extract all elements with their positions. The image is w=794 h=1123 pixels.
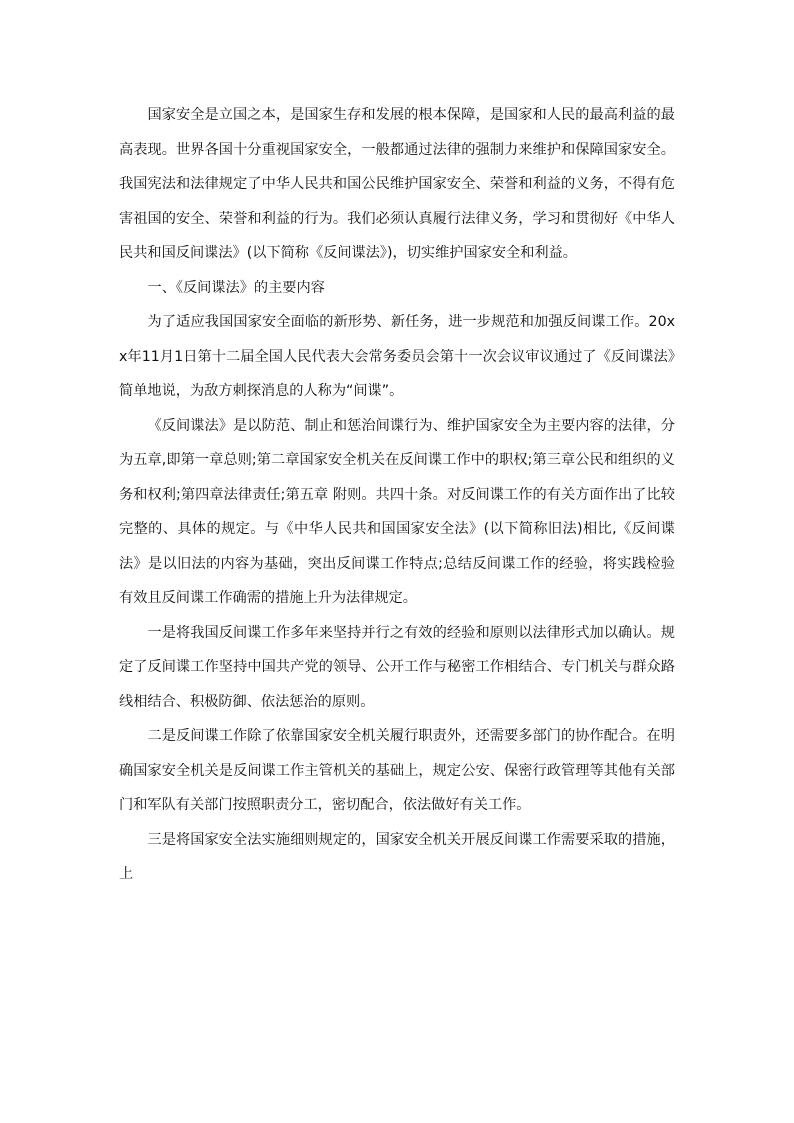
paragraph-background: 为了适应我国国家安全面临的新形势、新任务，进一步规范和加强反间谍工作。20xx年11月1日第十二届全国人民代表大会常务委员会第十一次会议审议通过了《反间谍法》简单地说，为敌方刺探消息的人称为“间谍”。 xyxy=(119,314,675,399)
paragraph-point-one: 一是将我国反间谍工作多年来坚持并行之有效的经验和原则以法律形式加以确认。规定了反间谍工作坚持中国共产党的领导、公开工作与秘密工作相结合、专门机关与群众路线相结合、积极防御、依法惩治的原则。 xyxy=(119,624,675,710)
paragraph-point-two: 二是反间谍工作除了依靠国家安全机关履行职责外，还需要多部门的协作配合。在明确国家安全机关是反间谍工作主管机关的基础上，规定公安、保密行政管理等其他有关部门和军队有关部门按照职责分工，密切配合，依法做好有关工作。 xyxy=(119,728,675,813)
document-body xyxy=(119,98,675,892)
paragraph-point-three: 三是将国家安全法实施细则规定的，国家安全机关开展反间谍工作需要采取的措施，上 xyxy=(119,831,675,882)
paragraph-structure: 《反间谍法》是以防范、制止和惩治间谍行为、维护国家安全为主要内容的法律，分为五章,即第一章总则;第二章国家安全机关在反间谍工作中的职权;第三章公民和组织的义务和权利;第四章法律责任;第五章 附则。共四十条。对反间谍工作的有关方面作出了比较完整的、具体的规定。与《中华人民共和国国家安全法》(以下简称旧法)相比,《反间谍法》是以旧法的内容为基础，突出反间谍工作特点;总结反间谍工作的经验，将实践检验有效且反间谍工作确需的措施上升为法律规定。 xyxy=(119,417,675,606)
section-heading: 一、《反间谍法》的主要内容 xyxy=(147,279,325,296)
paragraph-intro: 国家安全是立国之本，是国家生存和发展的根本保障，是国家和人民的最高利益的最高表现。世界各国十分重视国家安全，一般都通过法律的强制力来维护和保障国家安全。我国宪法和法律规定了中华人民共和国公民维护国家安全、荣誉和利益的义务，不得有危害祖国的安全、荣誉和利益的行为。我们必须认真履行法律义务，学习和贯彻好《中华人民共和国反间谍法》(以下简称《反间谍法》)，切实维护国家安全和利益。 xyxy=(119,107,675,261)
